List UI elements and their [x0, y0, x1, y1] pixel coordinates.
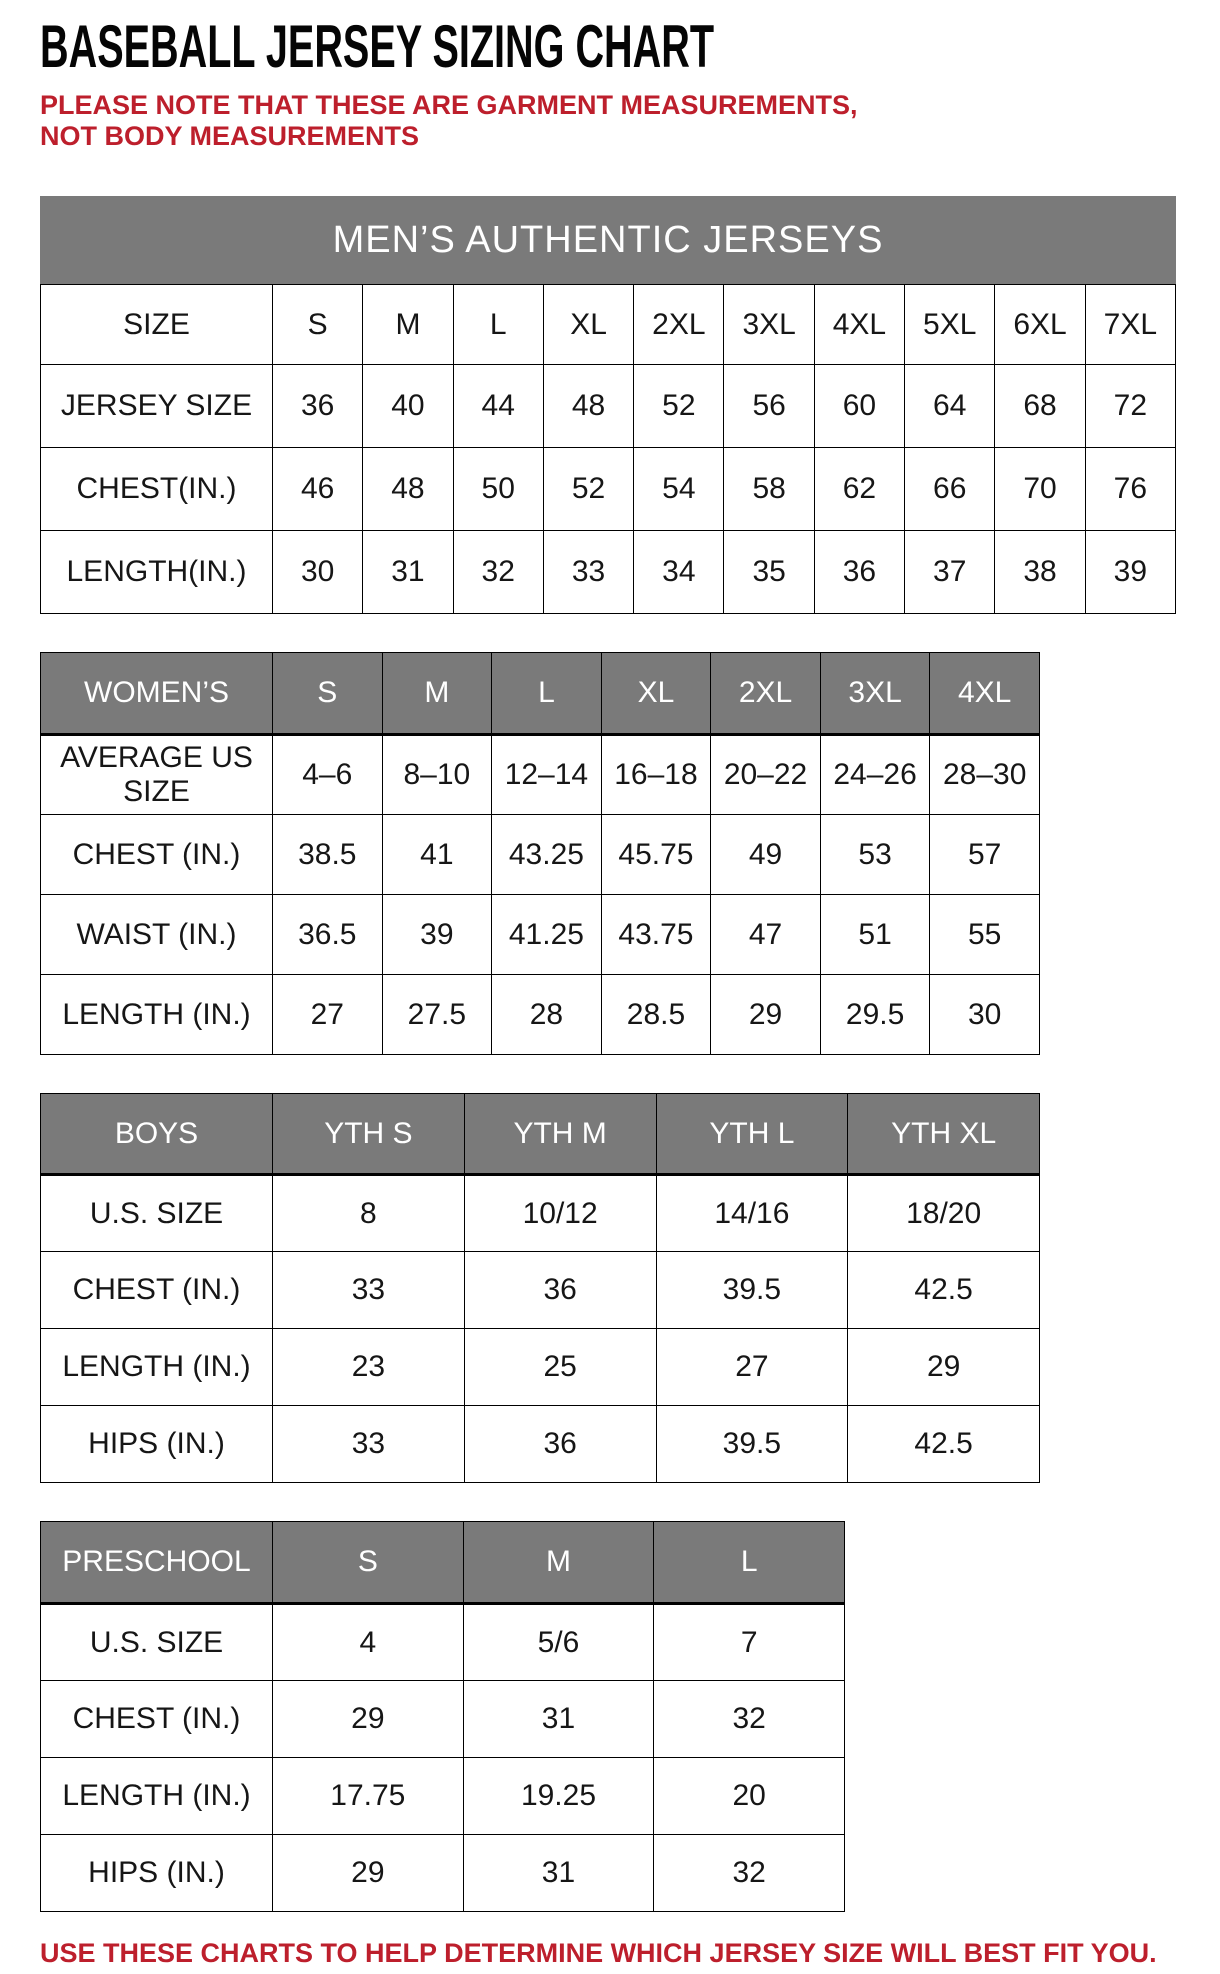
- womens-col-header: 4XL: [930, 653, 1040, 735]
- womens-cell: 53: [820, 815, 930, 895]
- mens-header-label: SIZE: [41, 285, 273, 365]
- mens-cell: 34: [634, 531, 724, 614]
- boys-row-label: CHEST (IN.): [41, 1252, 273, 1329]
- mens-cell: 68: [995, 365, 1085, 448]
- womens-cell: 29.5: [820, 975, 930, 1055]
- womens-row-label: WAIST (IN.): [41, 895, 273, 975]
- womens-cell: 30: [930, 975, 1040, 1055]
- womens-cell: 39: [382, 895, 492, 975]
- mens-cell: 31: [363, 531, 453, 614]
- preschool-row-label: HIPS (IN.): [41, 1835, 273, 1912]
- mens-cell: 44: [453, 365, 543, 448]
- mens-cell: 37: [905, 531, 995, 614]
- mens-row-label: CHEST(IN.): [41, 448, 273, 531]
- womens-cell: 41: [382, 815, 492, 895]
- mens-col-header: 7XL: [1085, 285, 1175, 365]
- boys-cell: 29: [848, 1329, 1040, 1406]
- womens-cell: 49: [711, 815, 821, 895]
- page-title: [40, 13, 1220, 80]
- mens-cell: 66: [905, 448, 995, 531]
- womens-cell: 28: [492, 975, 602, 1055]
- boys-cell: 8: [273, 1175, 465, 1252]
- mens-col-header: L: [453, 285, 543, 365]
- mens-sizing-table: [40, 196, 1176, 614]
- mens-col-header: S: [273, 285, 363, 365]
- boys-row-label: HIPS (IN.): [41, 1406, 273, 1483]
- preschool-cell: 31: [463, 1681, 654, 1758]
- mens-cell: 62: [814, 448, 904, 531]
- womens-row-label: LENGTH (IN.): [41, 975, 273, 1055]
- boys-cell: 10/12: [464, 1175, 656, 1252]
- preschool-sizing-table: [40, 1521, 845, 1912]
- preschool-col-header: L: [654, 1522, 845, 1604]
- womens-cell: 28.5: [601, 975, 711, 1055]
- womens-col-header: S: [273, 653, 383, 735]
- mens-cell: 36: [273, 365, 363, 448]
- mens-col-header: XL: [543, 285, 633, 365]
- boys-cell: 23: [273, 1329, 465, 1406]
- womens-row-label: AVERAGE US SIZE: [41, 735, 273, 815]
- mens-cell: 52: [543, 448, 633, 531]
- preschool-cell: 29: [273, 1681, 464, 1758]
- boys-cell: 42.5: [848, 1252, 1040, 1329]
- womens-cell: 47: [711, 895, 821, 975]
- mens-banner: MEN’S AUTHENTIC JERSEYS: [41, 197, 1176, 285]
- womens-cell: 51: [820, 895, 930, 975]
- boys-sizing-table: [40, 1093, 1040, 1483]
- womens-sizing-table: [40, 652, 1040, 1055]
- mens-cell: 70: [995, 448, 1085, 531]
- fit-help-note: USE THESE CHARTS TO HELP DETERMINE WHICH JERSEY SIZE WILL BEST FIT YOU.: [40, 1938, 1157, 1968]
- womens-row-label: CHEST (IN.): [41, 815, 273, 895]
- womens-cell: 12–14: [492, 735, 602, 815]
- mens-cell: 46: [273, 448, 363, 531]
- boys-cell: 39.5: [656, 1406, 848, 1483]
- mens-col-header: 5XL: [905, 285, 995, 365]
- preschool-cell: 32: [654, 1681, 845, 1758]
- boys-col-header: YTH L: [656, 1094, 848, 1175]
- preschool-cell: 31: [463, 1835, 654, 1912]
- mens-cell: 35: [724, 531, 814, 614]
- womens-col-header: L: [492, 653, 602, 735]
- womens-header-label: WOMEN’S: [41, 653, 273, 735]
- womens-col-header: 3XL: [820, 653, 930, 735]
- mens-col-header: 4XL: [814, 285, 904, 365]
- mens-cell: 58: [724, 448, 814, 531]
- preschool-cell: 29: [273, 1835, 464, 1912]
- mens-cell: 64: [905, 365, 995, 448]
- mens-cell: 38: [995, 531, 1085, 614]
- womens-cell: 8–10: [382, 735, 492, 815]
- boys-col-header: YTH M: [464, 1094, 656, 1175]
- preschool-row-label: CHEST (IN.): [41, 1681, 273, 1758]
- preschool-cell: 20: [654, 1758, 845, 1835]
- preschool-cell: 17.75: [273, 1758, 464, 1835]
- boys-cell: 18/20: [848, 1175, 1040, 1252]
- womens-cell: 16–18: [601, 735, 711, 815]
- preschool-col-header: S: [273, 1522, 464, 1604]
- womens-cell: 29: [711, 975, 821, 1055]
- boys-header-label: BOYS: [41, 1094, 273, 1175]
- tables-container: [40, 196, 1220, 1912]
- mens-cell: 54: [634, 448, 724, 531]
- mens-cell: 72: [1085, 365, 1175, 448]
- mens-col-header: 3XL: [724, 285, 814, 365]
- womens-col-header: XL: [601, 653, 711, 735]
- mens-cell: 48: [363, 448, 453, 531]
- womens-cell: 36.5: [273, 895, 383, 975]
- womens-cell: 24–26: [820, 735, 930, 815]
- boys-cell: 25: [464, 1329, 656, 1406]
- garment-measurements-note: PLEASE NOTE THAT THESE ARE GARMENT MEASUREMENTS, NOT BODY MEASUREMENTS: [40, 90, 858, 151]
- mens-col-header: 6XL: [995, 285, 1085, 365]
- boys-cell: 39.5: [656, 1252, 848, 1329]
- womens-col-header: M: [382, 653, 492, 735]
- boys-col-header: YTH S: [273, 1094, 465, 1175]
- womens-cell: 38.5: [273, 815, 383, 895]
- preschool-row-label: U.S. SIZE: [41, 1604, 273, 1681]
- boys-cell: 33: [273, 1252, 465, 1329]
- page-title-text: BASEBALL JERSEY SIZING CHART: [40, 13, 715, 80]
- womens-cell: 4–6: [273, 735, 383, 815]
- womens-cell: 41.25: [492, 895, 602, 975]
- boys-cell: 27: [656, 1329, 848, 1406]
- mens-cell: 36: [814, 531, 904, 614]
- preschool-header-label: PRESCHOOL: [41, 1522, 273, 1604]
- womens-cell: 55: [930, 895, 1040, 975]
- womens-cell: 43.25: [492, 815, 602, 895]
- preschool-row-label: LENGTH (IN.): [41, 1758, 273, 1835]
- mens-row-label: JERSEY SIZE: [41, 365, 273, 448]
- preschool-col-header: M: [463, 1522, 654, 1604]
- mens-cell: 60: [814, 365, 904, 448]
- preschool-cell: 7: [654, 1604, 845, 1681]
- mens-cell: 32: [453, 531, 543, 614]
- mens-cell: 50: [453, 448, 543, 531]
- womens-cell: 45.75: [601, 815, 711, 895]
- boys-col-header: YTH XL: [848, 1094, 1040, 1175]
- mens-cell: 56: [724, 365, 814, 448]
- womens-cell: 20–22: [711, 735, 821, 815]
- mens-col-header: M: [363, 285, 453, 365]
- mens-cell: 76: [1085, 448, 1175, 531]
- mens-cell: 52: [634, 365, 724, 448]
- mens-cell: 33: [543, 531, 633, 614]
- boys-cell: 14/16: [656, 1175, 848, 1252]
- womens-cell: 27: [273, 975, 383, 1055]
- boys-cell: 36: [464, 1252, 656, 1329]
- womens-cell: 57: [930, 815, 1040, 895]
- mens-cell: 48: [543, 365, 633, 448]
- womens-cell: 27.5: [382, 975, 492, 1055]
- womens-cell: 28–30: [930, 735, 1040, 815]
- mens-row-label: LENGTH(IN.): [41, 531, 273, 614]
- boys-cell: 42.5: [848, 1406, 1040, 1483]
- mens-cell: 30: [273, 531, 363, 614]
- boys-cell: 33: [273, 1406, 465, 1483]
- boys-cell: 36: [464, 1406, 656, 1483]
- preschool-cell: 5/6: [463, 1604, 654, 1681]
- womens-cell: 43.75: [601, 895, 711, 975]
- mens-col-header: 2XL: [634, 285, 724, 365]
- preschool-cell: 19.25: [463, 1758, 654, 1835]
- mens-cell: 40: [363, 365, 453, 448]
- boys-row-label: LENGTH (IN.): [41, 1329, 273, 1406]
- preschool-cell: 4: [273, 1604, 464, 1681]
- preschool-cell: 32: [654, 1835, 845, 1912]
- womens-col-header: 2XL: [711, 653, 821, 735]
- boys-row-label: U.S. SIZE: [41, 1175, 273, 1252]
- mens-cell: 39: [1085, 531, 1175, 614]
